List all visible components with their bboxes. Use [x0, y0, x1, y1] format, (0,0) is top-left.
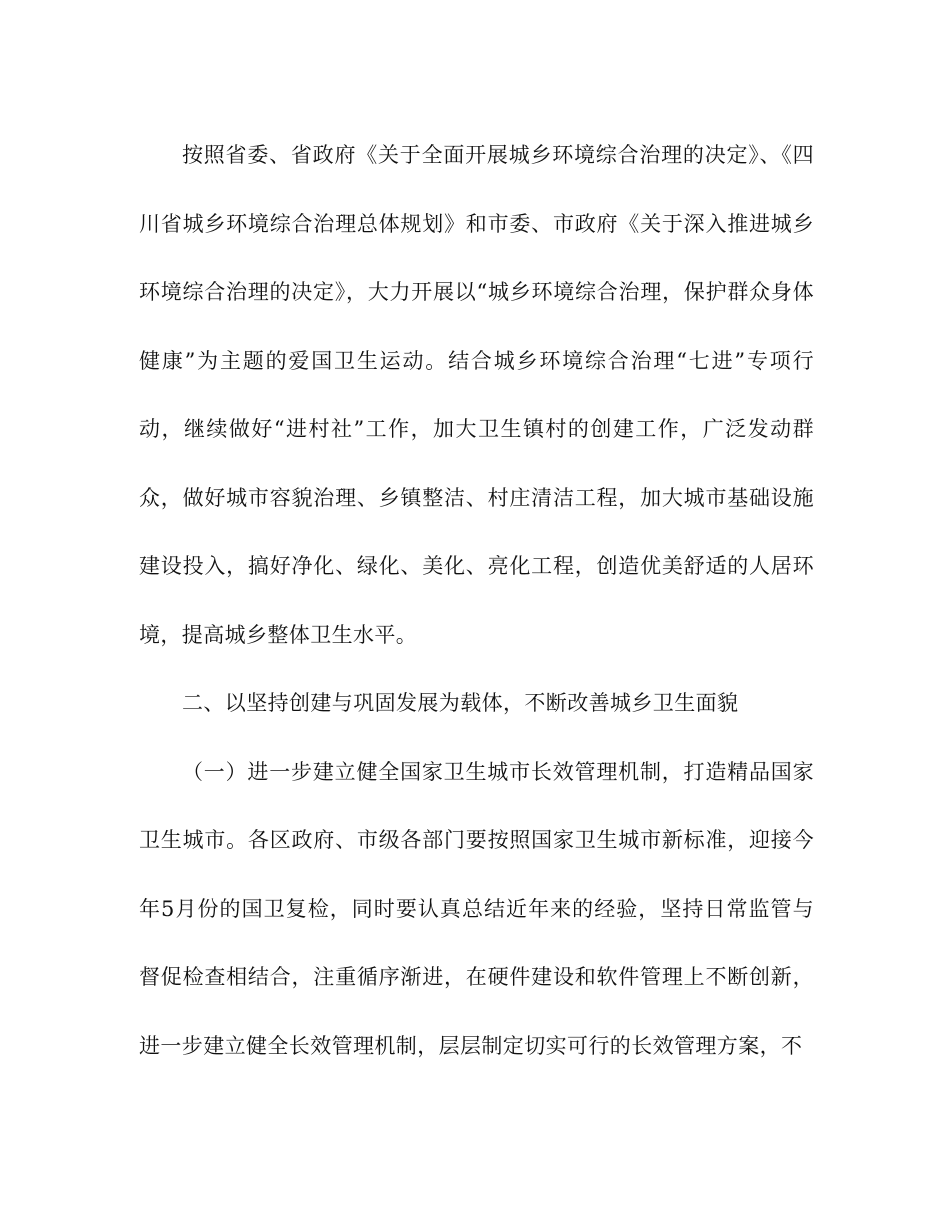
paragraph-governance-decision: 按照省委、省政府《关于全面开展城乡环境综合治理的决定》、《四川省城乡环境综合治理总体规划》和市委、市政府《关于深入推进城乡环境综合治理的决定》，大力开展以“城乡环境综合治理，保护群众身体健康”为主题的爱国卫生运动。结合城乡环境综合治理“七进”专项行动，继续做好“进村社”工作，加大卫生镇村的创建工作，广泛发动群众，做好城市容貌治理、乡镇整洁、村庄清洁工程，加大城市基础设施建设投入，搞好净化、绿化、美化、亮化工程，创造优美舒适的人居环境，提高城乡整体卫生水平。	[139, 143, 814, 647]
section-heading-two: 二、以坚持创建与巩固发展为载体，不断改善城乡卫生面貌	[182, 691, 739, 715]
document-body	[139, 121, 814, 1080]
paragraph-national-sanitary-city: （一）进一步建立健全国家卫生城市长效管理机制，打造精品国家卫生城市。各区政府、市级各部门要按照国家卫生城市新标准，迎接今年5月份的国卫复检，同时要认真总结近年来的经验，坚持日常监管与督促检查相结合，注重循序渐进，在硬件建设和软件管理上不断创新，进一步建立健全长效管理机制，层层制定切实可行的长效管理方案，不	[139, 759, 814, 1058]
